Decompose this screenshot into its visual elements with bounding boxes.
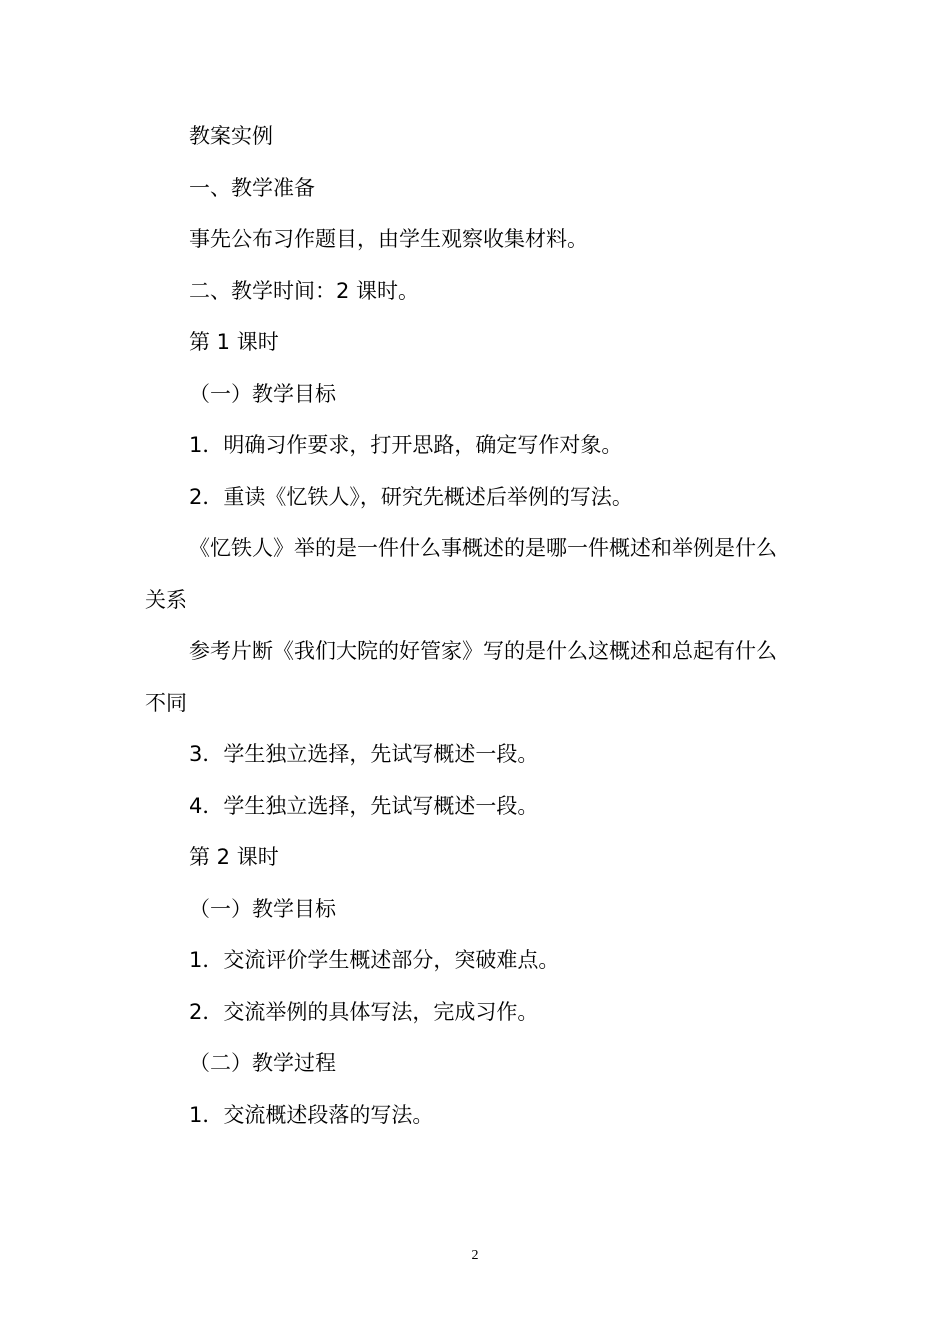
subheading-process: （二）教学过程 <box>189 1051 336 1075</box>
list-item: 2．交流举例的具体写法，完成习作。 <box>189 999 539 1024</box>
list-item: 1．交流评价学生概述部分，突破难点。 <box>189 948 560 972</box>
list-item: 4．学生独立选择，先试写概述一段。 <box>189 793 539 818</box>
lesson-heading-1: 第 1 课时 <box>189 330 279 354</box>
paragraph: 《忆铁人》举的是一件什么事概述的是哪一件概述和举例是什么关系 <box>145 536 777 612</box>
document-body <box>145 111 795 1141</box>
subheading-goals: （一）教学目标 <box>189 381 336 406</box>
heading-preparation: 一、教学准备 <box>189 175 315 200</box>
list-item: 1．明确习作要求，打开思路，确定写作对象。 <box>189 433 623 457</box>
list-item: 3．学生独立选择，先试写概述一段。 <box>189 742 539 766</box>
heading-time: 二、教学时间：2 课时。 <box>189 278 420 303</box>
paragraph: 事先公布习作题目，由学生观察收集材料。 <box>189 227 588 251</box>
page-number: 2 <box>471 1248 479 1263</box>
list-item: 2．重读《忆铁人》，研究先概述后举例的写法。 <box>189 484 633 509</box>
section-title: 教案实例 <box>189 124 273 148</box>
paragraph: 参考片断《我们大院的好管家》写的是什么这概述和总起有什么不同 <box>145 639 777 715</box>
lesson-heading-2: 第 2 课时 <box>189 845 279 869</box>
subheading-goals: （一）教学目标 <box>189 896 336 921</box>
list-item: 1．交流概述段落的写法。 <box>189 1102 434 1127</box>
